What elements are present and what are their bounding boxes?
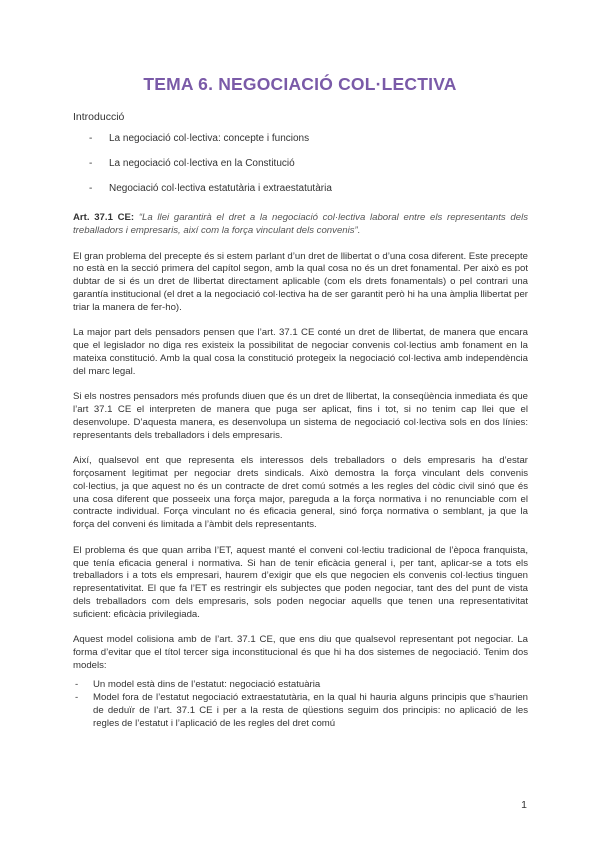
toc-item-label: Negociació col·lectiva estatutària i extraestatutària	[109, 183, 332, 194]
bullet-dash: -	[89, 133, 93, 144]
article-quote: “La llei garantirà el dret a la negociació col·lectiva laboral entre els representants dels treballadors i empresaris, així com la força vinculant dels convenis”.	[73, 212, 528, 236]
body-paragraph: Si els nostres pensadors més profunds diuen que és un dret de llibertat, la conseqüència inmediata és que l’art 37.1 CE el interpreten de manera que puga ser aplicat, fins i tot, si no tenim cap llei que el desenvolupe. D’aquesta manera, es desenvolupa un sistema de negociació col·lectiva sols en dos línies: representants dels treballadors i dels empresaris.	[73, 391, 528, 441]
body-paragraph: El gran problema del precepte és si estem parlant d’un dret de llibertat o d’una cosa diferent. Este precepte no està en la secció primera del capítol segon, amb la qual cosa no és un dret fonamental. Per això es pot dubtar de si és un dret de llibertat directament aplicable (com els drets fonamentals) o pel contrari una garantía institucional (el dret a la negociació col·lectiva ha de ser garantit però hi ha una àmplia llibertat per triar la manera de fer-ho).	[73, 250, 528, 313]
body-paragraph: El problema és que quan arriba l’ET, aquest manté el conveni col·lectiu tradicional de l’època franquista, que tenía eficacia general i normativa. Si han de tenir eficàcia general i, per tant, aplicar-se a tots els treballadors i a tots els empresari, haurem d’exigir que els que negocien els convenis col·lectius tinguen representativitat. El que fa l’ET es restringir els subjectes que poden negociar, tant des del punt de vista dels treballadors com dels empresaris, sols poden negociar aquells que tenen una representativitat suficient: eficàcia privilegiada.	[73, 544, 528, 620]
list-item	[73, 133, 533, 158]
toc-item-label: La negociació col·lectiva: concepte i funcions	[109, 133, 310, 144]
intro-heading: Introducció	[73, 111, 125, 123]
model-item-label: Un model està dins de l’estatut: negociació estatuària	[93, 678, 321, 690]
page-number: 1	[521, 799, 527, 811]
list-item	[73, 158, 533, 183]
toc-item-label: La negociació col·lectiva en la Constitució	[109, 158, 295, 169]
body-paragraph: La major part dels pensadors pensen que l’art. 37.1 CE conté un dret de llibertat, de manera que encara que el legislador no diga res existeix la possibilitat de negociar convenis col·lectius amb fonament en la mateixa constitució. Amb la qual cosa la constitució protegeix la negociació col·lectiva amb independència del marc legal.	[73, 327, 528, 377]
list-item	[73, 183, 533, 208]
toc-list	[73, 133, 533, 208]
bullet-dash: -	[75, 692, 79, 704]
list-item	[73, 692, 528, 730]
bullet-dash: -	[89, 183, 93, 194]
bullet-dash: -	[89, 158, 93, 169]
bullet-dash: -	[75, 678, 79, 690]
list-item	[73, 679, 528, 692]
page-title: TEMA 6. NEGOCIACIÓ COL·LECTIVA	[143, 74, 457, 94]
article-reference: Art. 37.1 CE:	[73, 212, 135, 223]
model-item-label: Model fora de l’estatut negociació extraestatutària, en la qual hi hauria alguns principis que s’haurien de deduïr de l’art. 37.1 CE i per a la resta de qüestions seguim dos principis: no aplicació de les regles de l’estatut i l’aplicació de les regles del dret comú	[93, 692, 528, 729]
body-paragraph: Aquest model colisiona amb de l’art. 37.1 CE, que ens diu que qualsevol representant pot negociar. La forma d’evitar que el títol tercer siga inconstitucional és que hi ha dos sistemes de negociació. Tenim dos models:	[73, 634, 528, 671]
article-quote-paragraph	[73, 212, 528, 238]
body-paragraph: Així, qualsevol ent que representa els interessos dels treballadors o dels empresaris ha d’estar forçosament legitimat per negociar drets sindicals. Això demostra la força vinculant dels convenis col·lectius, ja que aquest no és un contracte de dret comú sotmés a les regles del còdic civil sinó que és una cosa diferent que posseeix una força major, pareguda a la força normativa i no renunciable com el contracte individual. Força vinculant no és eficacia general, sinó força normativa o semblant, ja que la força del conveni és limitada a l’àmbit dels representants.	[73, 455, 528, 530]
document-body	[73, 212, 528, 732]
models-list	[73, 679, 528, 731]
